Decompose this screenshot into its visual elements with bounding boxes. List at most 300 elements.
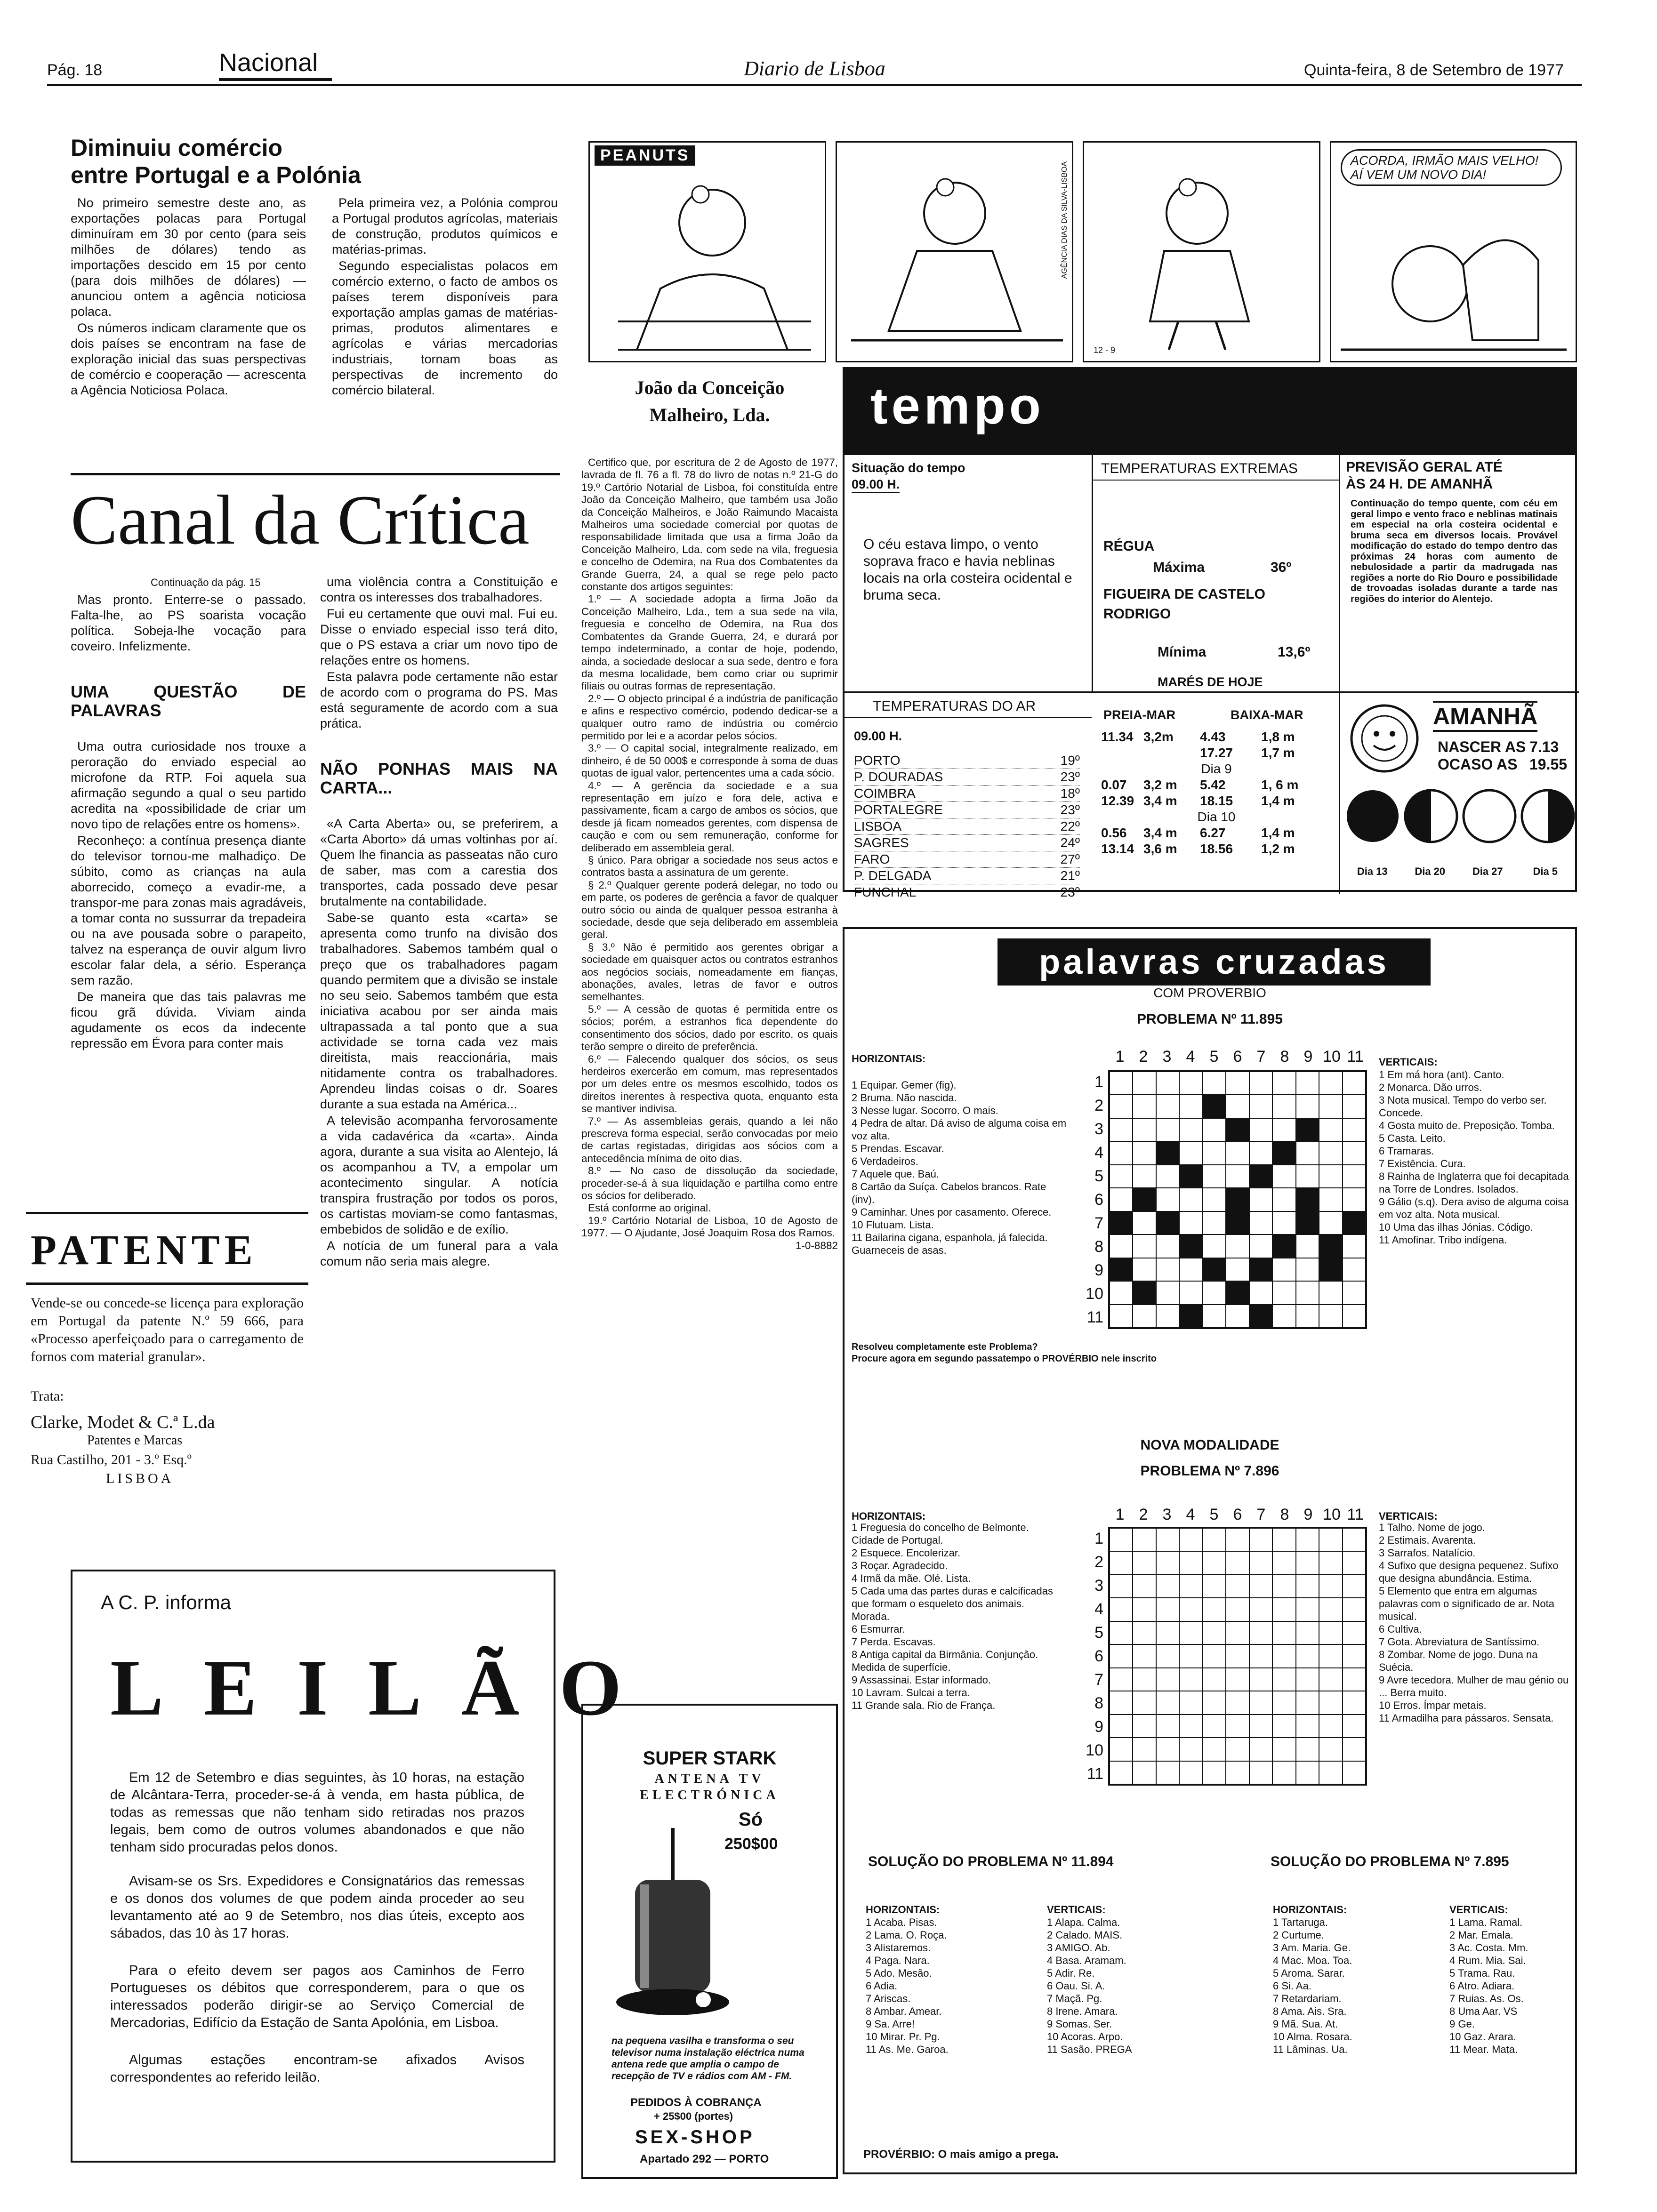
crossword-cell[interactable] [1156,1761,1179,1784]
crossword-cell[interactable] [1249,1575,1272,1598]
comic-panel-4 [1330,141,1577,362]
crossword-cell[interactable] [1226,1691,1249,1714]
crossword-cell[interactable] [1319,1165,1342,1188]
crossword-cell[interactable] [1133,1211,1156,1234]
crossword-cell[interactable] [1319,1621,1342,1644]
crossword-cell[interactable] [1110,1305,1133,1328]
crossword-cell[interactable] [1272,1281,1295,1304]
crossword-cell[interactable] [1226,1738,1249,1761]
crossword-cell[interactable] [1156,1528,1179,1551]
crossword-cell[interactable] [1343,1258,1366,1281]
cross1-v-head: VERTICAIS: [1379,1056,1438,1068]
crossword-cell[interactable] [1296,1691,1319,1714]
crossword-cell[interactable] [1179,1761,1202,1784]
crossword-cell[interactable] [1226,1188,1249,1211]
crossword-cell[interactable] [1203,1668,1226,1691]
crossword-cell[interactable] [1343,1715,1366,1738]
crossword-cell[interactable] [1296,1072,1319,1095]
crossword-cell[interactable] [1319,1715,1342,1738]
crossword-cell[interactable] [1226,1551,1249,1574]
crossword-cell[interactable] [1319,1528,1342,1551]
patente-firm: Clarke, Modet & C.ª L.da [31,1412,215,1432]
amanha-label: AMANHÃ [1433,701,1537,732]
crossword-cell[interactable] [1203,1575,1226,1598]
crossword-cell[interactable] [1203,1258,1226,1281]
crossword-cell[interactable] [1226,1644,1249,1667]
crossword-cell[interactable] [1249,1072,1272,1095]
ext-rule [1092,480,1339,481]
ext-place-2: FIGUEIRA DE CASTELO RODRIGO [1103,586,1265,622]
crossword-cell[interactable] [1319,1141,1342,1164]
crossword-cell[interactable] [1156,1234,1179,1258]
tide-head: MARÉS DE HOJE [1158,675,1263,689]
crossword-cell[interactable] [1179,1575,1202,1598]
crossword-cell[interactable] [1156,1644,1179,1667]
ext-min-label: Mínima [1158,644,1207,660]
crossword-cell[interactable] [1110,1072,1133,1095]
air-row: COIMBRA 18º [854,785,1080,802]
crossword-cell[interactable] [1156,1141,1179,1164]
comic-panel-3 [1083,141,1320,362]
crossword-cell[interactable] [1110,1575,1133,1598]
crossword-cell[interactable] [1179,1715,1202,1738]
crossword-cell[interactable] [1249,1234,1272,1258]
crossword-cell[interactable] [1226,1715,1249,1738]
patente-trata: Trata: [31,1388,64,1404]
crossword-cell[interactable] [1296,1738,1319,1761]
crossword-cell[interactable] [1133,1691,1156,1714]
solution1-horizontal: HORIZONTAIS: 1 Acaba. Pisas. 2 Lama. O. Roça. 3 Alistaremos. 4 Paga. Nara. 5 Ado. Mesão. 6 Adia. 7 Ariscas. 8 Ambar. Amear. 9 Sa. Arre! 10 Mirar. Pr. Pg. 11 As. Me. Garoa. [866,1904,949,2055]
crossword-cell[interactable] [1156,1691,1179,1714]
crossword-cell[interactable] [1226,1305,1249,1328]
crossword-cell[interactable] [1296,1234,1319,1258]
crossword-cell[interactable] [1343,1211,1366,1234]
crossword-cell[interactable] [1319,1258,1342,1281]
crossword-cell[interactable] [1249,1668,1272,1691]
crossword-cell[interactable] [1319,1095,1342,1118]
crossword-cell[interactable] [1249,1211,1272,1234]
crossword-cell[interactable] [1179,1691,1202,1714]
crossword-cell[interactable] [1133,1621,1156,1644]
crossword-cell[interactable] [1249,1551,1272,1574]
crossword-cell[interactable] [1272,1234,1295,1258]
crossword-cell[interactable] [1296,1621,1319,1644]
crossword-cell[interactable] [1110,1668,1133,1691]
crossword-cell[interactable] [1133,1095,1156,1118]
tide-high-head: PREIA-MAR [1103,708,1175,722]
crossword-cell[interactable] [1156,1305,1179,1328]
crossword-cell[interactable] [1203,1761,1226,1784]
crossword-cell[interactable] [1156,1188,1179,1211]
crossword-cell[interactable] [1226,1141,1249,1164]
crossword-cell[interactable] [1179,1118,1202,1141]
crossword-cell[interactable] [1203,1095,1226,1118]
crossword-cell[interactable] [1272,1305,1295,1328]
crossword1-grid[interactable] [1108,1070,1367,1329]
crossword-cell[interactable] [1110,1281,1133,1304]
tide-table: 11.34 3,2m 4.43 1,8 m 17.27 1,7 m Dia 9 0.07 3,2 m 5.42 1, 6 m 12.39 3,4 m 18.15 1,4 m Dia 10 0.56 3,4 m 6.27 1,4 m 13.14 3,6 m 18.56 1,2 m [1101,729,1299,856]
crossword-cell[interactable] [1179,1528,1202,1551]
crossword-cell[interactable] [1272,1551,1295,1574]
crossword-cell[interactable] [1203,1188,1226,1211]
crossword-cell[interactable] [1156,1281,1179,1304]
crossword-cell[interactable] [1272,1575,1295,1598]
crossword-cell[interactable] [1319,1551,1342,1574]
crossword-cell[interactable] [1343,1305,1366,1328]
crossword-cell[interactable] [1110,1141,1133,1164]
crossword-cell[interactable] [1133,1072,1156,1095]
ext-head: TEMPERATURAS EXTREMAS [1101,461,1298,476]
crossword-cell[interactable] [1156,1072,1179,1095]
crossword-cell[interactable] [1249,1188,1272,1211]
crossword-cell[interactable] [1203,1072,1226,1095]
crossword-cell[interactable] [1156,1165,1179,1188]
comic-speech: ACORDA, IRMÃO MAIS VELHO! AÍ VEM UM NOVO DIA! [1341,149,1562,186]
ext-place-1: RÉGUA [1103,538,1155,554]
crossword-cell[interactable] [1272,1691,1295,1714]
crossword-cell[interactable] [1226,1598,1249,1621]
crossword-cell[interactable] [1133,1234,1156,1258]
proverb: PROVÉRBIO: O mais amigo a prega. [863,2148,1059,2161]
crossword-cell[interactable] [1343,1598,1366,1621]
crossword-cell[interactable] [1296,1095,1319,1118]
sun-icon [1344,698,1424,778]
crossword-cell[interactable] [1343,1644,1366,1667]
crossword-cell[interactable] [1272,1188,1295,1211]
crossword-cell[interactable] [1179,1281,1202,1304]
crossword-cell[interactable] [1226,1234,1249,1258]
crossword-cell[interactable] [1226,1118,1249,1141]
crossword-cell[interactable] [1133,1165,1156,1188]
crossword-cell[interactable] [1179,1598,1202,1621]
crossword-cell[interactable] [1226,1668,1249,1691]
crossword-cell[interactable] [1179,1305,1202,1328]
crossword-cell[interactable] [1156,1598,1179,1621]
weather-rule-1 [845,454,1575,455]
crossword-cell[interactable] [1203,1211,1226,1234]
crossword-cell[interactable] [1156,1715,1179,1738]
crossword-cell[interactable] [1343,1528,1366,1551]
crossword-cell[interactable] [1296,1668,1319,1691]
crossword-cell[interactable] [1133,1738,1156,1761]
sunset-time: 19.55 [1529,756,1568,773]
crossword-cell[interactable] [1226,1211,1249,1234]
crossword-cell[interactable] [1319,1738,1342,1761]
crossword-cell[interactable] [1272,1258,1295,1281]
crossword-cell[interactable] [1249,1141,1272,1164]
crossword-cell[interactable] [1133,1118,1156,1141]
crossword-cell[interactable] [1133,1281,1156,1304]
crossword-cell[interactable] [1156,1258,1179,1281]
crossword-cell[interactable] [1319,1234,1342,1258]
crossword-cell[interactable] [1319,1761,1342,1784]
crossword-cell[interactable] [1343,1281,1366,1304]
crossword2-grid[interactable] [1108,1527,1367,1786]
crossword-cell[interactable] [1179,1551,1202,1574]
crossword-cell[interactable] [1343,1118,1366,1141]
crossword-cell[interactable] [1272,1095,1295,1118]
crossword-cell[interactable] [1203,1165,1226,1188]
crossword-cell[interactable] [1272,1211,1295,1234]
crossword-cell[interactable] [1319,1305,1342,1328]
cross2-row-numbers: 1 2 3 4 5 6 7 8 9 10 11 [1086,1530,1103,1783]
crossword-cell[interactable] [1272,1644,1295,1667]
crossword-cell[interactable] [1249,1118,1272,1141]
crossword-cell[interactable] [1272,1668,1295,1691]
crossword-cell[interactable] [1319,1644,1342,1667]
prev-head-2: ÀS 24 H. DE AMANHÃ [1346,476,1493,492]
crossword-cell[interactable] [1110,1691,1133,1714]
crossword-cell[interactable] [1343,1691,1366,1714]
crossword-cell[interactable] [1296,1165,1319,1188]
crossword-cell[interactable] [1249,1281,1272,1304]
cross1-row-numbers: 1 2 3 4 5 6 7 8 9 10 11 [1086,1073,1103,1326]
solution2-vertical: VERTICAIS: 1 Lama. Ramal. 2 Mar. Emala. 3 Ac. Costa. Mm. 4 Rum. Mia. Sai. 5 Trama. Rau. 6 Atro. Adiara. 7 Ruias. As. Os. 8 Uma Aar. VS 9 Ge. 10 Gaz. Arara. 11 Mear. Mata. [1449,1904,1528,2055]
crossword-cell[interactable] [1133,1598,1156,1621]
crossword-cell[interactable] [1343,1551,1366,1574]
crossword-cell[interactable] [1156,1118,1179,1141]
prev-head-1: PREVISÃO GERAL ATÉ [1346,459,1503,475]
superstark-shop: SEX-SHOP [635,2127,755,2148]
crossword-cell[interactable] [1179,1258,1202,1281]
weather-box [843,367,1577,899]
moon-phases-icon [1343,788,1579,849]
crossword-cell[interactable] [1179,1141,1202,1164]
superstark-sub1: ANTENA TV [654,1771,765,1786]
crossword-cell[interactable] [1110,1715,1133,1738]
crossword-cell[interactable] [1343,1095,1366,1118]
page-number: Pág. 18 [47,61,103,79]
crossword-cell[interactable] [1226,1761,1249,1784]
crossword-cell[interactable] [1226,1281,1249,1304]
crossword-cell[interactable] [1226,1575,1249,1598]
crossword-cell[interactable] [1133,1761,1156,1784]
situ-head: Situação do tempo [852,461,965,475]
crossword-cell[interactable] [1203,1305,1226,1328]
crossword-cell[interactable] [1110,1598,1133,1621]
crossword-cell[interactable] [1110,1761,1133,1784]
crossword-cell[interactable] [1203,1715,1226,1738]
crossword-cell[interactable] [1343,1072,1366,1095]
sunset-label: OCASO AS [1438,756,1518,773]
crossword-cell[interactable] [1203,1551,1226,1574]
crossword-cell[interactable] [1249,1598,1272,1621]
crossword1-subtitle: COM PROVERBIO [1153,986,1266,1000]
crossword-cell[interactable] [1296,1528,1319,1551]
comic-date: 12 - 9 [1094,345,1116,355]
crossword-cell[interactable] [1110,1095,1133,1118]
crossword-cell[interactable] [1319,1211,1342,1234]
crossword-cell[interactable] [1133,1668,1156,1691]
crossword-cell[interactable] [1296,1211,1319,1234]
crossword-cell[interactable] [1272,1761,1295,1784]
crossword-cell[interactable] [1179,1095,1202,1118]
crossword-cell[interactable] [1296,1141,1319,1164]
crossword-cell[interactable] [1110,1644,1133,1667]
crossword-cell[interactable] [1203,1644,1226,1667]
crossword-cell[interactable] [1319,1691,1342,1714]
crossword-cell[interactable] [1272,1165,1295,1188]
crossword-cell[interactable] [1296,1188,1319,1211]
crossword-cell[interactable] [1110,1118,1133,1141]
crossword-cell[interactable] [1272,1738,1295,1761]
crossword-cell[interactable] [1272,1141,1295,1164]
crossword-cell[interactable] [1296,1715,1319,1738]
crossword-cell[interactable] [1179,1621,1202,1644]
crossword-cell[interactable] [1319,1072,1342,1095]
weather-title: tempo [870,377,1045,435]
crossword-cell[interactable] [1156,1668,1179,1691]
crossword-cell[interactable] [1226,1621,1249,1644]
crossword-cell[interactable] [1319,1118,1342,1141]
crossword-cell[interactable] [1272,1072,1295,1095]
crossword-cell[interactable] [1319,1188,1342,1211]
solution2-horizontal: HORIZONTAIS: 1 Tartaruga. 2 Curtume. 3 Am. Maria. Ge. 4 Mac. Moa. Toa. 5 Aroma. Sarar. 6 Si. Aa. 7 Retardariam. 8 Ama. Ais. Sra. 9 Mã. Sua. At. 10 Alma. Rosara. 11 Lâminas. Ua. [1273,1904,1352,2055]
continuation-note: Continuação da pág. 15 [151,577,261,588]
crossword-cell[interactable] [1133,1551,1156,1574]
crossword-cell[interactable] [1272,1621,1295,1644]
crossword-cell[interactable] [1156,1095,1179,1118]
crossword-cell[interactable] [1110,1258,1133,1281]
crossword-cell[interactable] [1319,1575,1342,1598]
crossword-cell[interactable] [1110,1528,1133,1551]
newspaper-name: Diario de Lisboa [744,57,885,80]
crossword-cell[interactable] [1226,1072,1249,1095]
crossword-cell[interactable] [1179,1211,1202,1234]
patente-title: PATENTE [31,1227,257,1274]
crossword-cell[interactable] [1110,1738,1133,1761]
air-row: P. DOURADAS 23º [854,769,1080,785]
article-rule [71,473,560,475]
crossword-cell[interactable] [1179,1072,1202,1095]
crossword-cell[interactable] [1133,1575,1156,1598]
crossword-cell[interactable] [1203,1118,1226,1141]
crossword-cell[interactable] [1110,1234,1133,1258]
crossword-cell[interactable] [1249,1715,1272,1738]
crossword-cell[interactable] [1319,1598,1342,1621]
crossword-cell[interactable] [1203,1598,1226,1621]
crossword-cell[interactable] [1179,1188,1202,1211]
crossword-cell[interactable] [1110,1551,1133,1574]
crossword-cell[interactable] [1249,1305,1272,1328]
crossword-cell[interactable] [1203,1621,1226,1644]
crossword-cell[interactable] [1296,1258,1319,1281]
crossword-cell[interactable] [1272,1118,1295,1141]
crossword-cell[interactable] [1296,1598,1319,1621]
crossword-cell[interactable] [1296,1551,1319,1574]
crossword-cell[interactable] [1133,1644,1156,1667]
crossword-cell[interactable] [1343,1761,1366,1784]
crossword-cell[interactable] [1343,1165,1366,1188]
crossword-cell[interactable] [1203,1691,1226,1714]
crossword-cell[interactable] [1249,1528,1272,1551]
masthead-rule [47,84,1582,86]
crossword-cell[interactable] [1249,1691,1272,1714]
crossword-cell[interactable] [1343,1141,1366,1164]
crossword-cell[interactable] [1296,1281,1319,1304]
crossword-cell[interactable] [1203,1738,1226,1761]
crossword-cell[interactable] [1343,1188,1366,1211]
crossword-cell[interactable] [1156,1551,1179,1574]
crossword-cell[interactable] [1110,1188,1133,1211]
crossword-cell[interactable] [1249,1258,1272,1281]
crossword-cell[interactable] [1272,1598,1295,1621]
crossword-cell[interactable] [1319,1281,1342,1304]
crossword-cell[interactable] [1226,1095,1249,1118]
crossword-cell[interactable] [1296,1305,1319,1328]
situ-text: O céu estava limpo, o vento soprava fraco e havia neblinas locais na orla costeira ocidental e bruma seca. [863,537,1072,603]
crossword-cell[interactable] [1179,1644,1202,1667]
patente-firm-sub: Patentes e Marcas [87,1433,183,1448]
crossword-cell[interactable] [1156,1211,1179,1234]
sunrise-time: 7.13 [1529,738,1559,755]
crossword-cell[interactable] [1249,1095,1272,1118]
crossword-cell[interactable] [1272,1528,1295,1551]
cross1-h-head: HORIZONTAIS: [852,1053,926,1065]
crossword-cell[interactable] [1296,1118,1319,1141]
crossword-cell[interactable] [1203,1281,1226,1304]
crossword-cell[interactable] [1156,1738,1179,1761]
crossword-cell[interactable] [1226,1165,1249,1188]
crossword-cell[interactable] [1249,1165,1272,1188]
crossword-cell[interactable] [1296,1644,1319,1667]
crossword-cell[interactable] [1133,1188,1156,1211]
crossword-cell[interactable] [1343,1621,1366,1644]
weather-rule-2 [845,691,1339,693]
crossword-cell[interactable] [1343,1234,1366,1258]
section-underline [219,78,332,81]
crossword-cell[interactable] [1343,1738,1366,1761]
crossword-cell[interactable] [1343,1668,1366,1691]
crossword-cell[interactable] [1110,1211,1133,1234]
weather-vrule-1 [1092,454,1093,691]
air-row: PORTALEGRE 23º [854,802,1080,818]
section-title: Nacional [219,48,318,77]
crossword-cell[interactable] [1249,1738,1272,1761]
comic-strip [588,141,1577,362]
crossword-cell[interactable] [1249,1644,1272,1667]
crossword-cell[interactable] [1133,1258,1156,1281]
crossword-cell[interactable] [1296,1575,1319,1598]
cross1-horizontal-clues: 1 Equipar. Gemer (fig). 2 Bruma. Não nascida. 3 Nesse lugar. Socorro. O mais. 4 Pedra de altar. Dá aviso de alguma coisa em voz alta. 5 Prendas. Escavar. 6 Verdadeiros. 7 Aquele que. Baú. 8 Cartão da Suíça. Cabelos brancos. Rate (inv). 9 Caminhar. Unes por casamento. Oferece. 10 Flutuam. Lista. 11 Bailarina cigana, espanhola, já falecida. Guarneceis de asas. [852,1079,1067,1256]
crossword-cell[interactable] [1133,1141,1156,1164]
crossword-cell[interactable] [1110,1621,1133,1644]
crossword-cell[interactable] [1226,1258,1249,1281]
leilao-ad [71,1570,662,2163]
crossword-cell[interactable] [1296,1761,1319,1784]
notarial-body: Certifico que, por escritura de 2 de Agosto de 1977, lavrada de fl. 76 a fl. 78 do livro de notas n.º 21-G do 19.º Cartório Notarial de Lisboa, foi constituída entre João da Conceição Malheiro, que também usa João da Conceição Malheiros, e João Raimundo Macaista Malheiros uma sociedade comercial por quotas de responsabilidade limitada que usa a firma João da Conceição Malheiro, Lda. com sede na vila, freguesia e concelho de Odemira, na Rua dos Combatentes da Grande Guerra, 24, a qual se rege pelo pacto constante dos artigos seguintes: 1.º — A sociedade adopta a firma João da Conceição Malheiro, Lda., tem a sua sede na vila, freguesia e concelho de Odemira, na Rua dos Combatentes da Grande Guerra, 24, e durará por tempo indeterminado, a contar de hoje, podendo, ainda, a sociedade deslocar a sua sede, dentro e fora da mesma localidade, bem como criar ou suprimir filiais ou outras formas de representação. 2.º — O objecto principal é a indústria de panificação e afins e respectivo comércio, podendo dedicar-se a qualquer outro ramo de indústria ou comércio permitido por lei e a acordar pelos sócios. 3.º — O capital social, integralmente realizado, em dinheiro, é de 50 000$ e corresponde à soma de duas quotas de igual valor, pertencentes uma a cada sócio. 4.º — A gerência da sociedade e a sua representação em juízo e fora dele, activa e passivamente, ficam a cargo de ambos os sócios, que desde já ficam nomeados gerentes, com dispensa de caução e com ou sem remuneração, conforme for deliberado em assembleia geral. § único. Para obrigar a sociedade nos seus actos e contratos basta a assinatura de um gerente. § 2.º Qualquer gerente poderá delegar, no todo ou em parte, os poderes de gerência a favor de qualquer outro sócio ou ainda de qualquer pessoa estranha à sociedade, desde que seja deliberado em assembleia geral. § 3.º Não é permitido aos gerentes obrigar a sociedade em quaisquer actos ou contratos estranhos aos negócios sociais, nomeadamente em fianças, abonações, avales, letras de favor e outros semelhantes. 5.º — A cessão de quotas é permitida entre os sócios; porém, a estranhos fica dependente do consentimento dos sócios, dado por escrito, os quais terão sempre o direito de preferência. 6.º — Falecendo qualquer dos sócios, os seus herdeiros exercerão em comum, mas representados por um deles entre os mesmos escolhido, todos os direitos inerentes à respectiva quota, enquanto esta se mantiver indivisa. 7.º — As assembleias gerais, quando a lei não prescreva forma especial, serão convocadas por meio de cartas registadas, dirigidas aos sócios com a antecedência mínima de oito dias. 8.º — No caso de dissolução da sociedade, proceder-se-á à sua liquidação e partilha como entre os sócios for deliberado. Está conforme ao original. 19.º Cartório Notarial de Lisboa, 10 de Agosto de 1977. — O Ajudante, José Joaquim Rosa dos Ramos. 1-0-8882 [581,457,838,1251]
crossword-cell[interactable] [1203,1234,1226,1258]
crossword-cell[interactable] [1203,1528,1226,1551]
crossword-cell[interactable] [1156,1621,1179,1644]
crossword-cell[interactable] [1133,1305,1156,1328]
crossword-cell[interactable] [1133,1528,1156,1551]
crossword-cell[interactable] [1179,1738,1202,1761]
crossword-cell[interactable] [1319,1668,1342,1691]
crossword-cell[interactable] [1133,1715,1156,1738]
crossword-cell[interactable] [1110,1165,1133,1188]
crossword-cell[interactable] [1226,1528,1249,1551]
crossword-cell[interactable] [1203,1141,1226,1164]
crossword-cell[interactable] [1179,1668,1202,1691]
crossword-cell[interactable] [1343,1575,1366,1598]
crossword-cell[interactable] [1249,1761,1272,1784]
crossword-cell[interactable] [1156,1575,1179,1598]
crossword-cell[interactable] [1179,1165,1202,1188]
crossword-cell[interactable] [1272,1715,1295,1738]
crossword-cell[interactable] [1179,1234,1202,1258]
crossword-cell[interactable] [1249,1621,1272,1644]
